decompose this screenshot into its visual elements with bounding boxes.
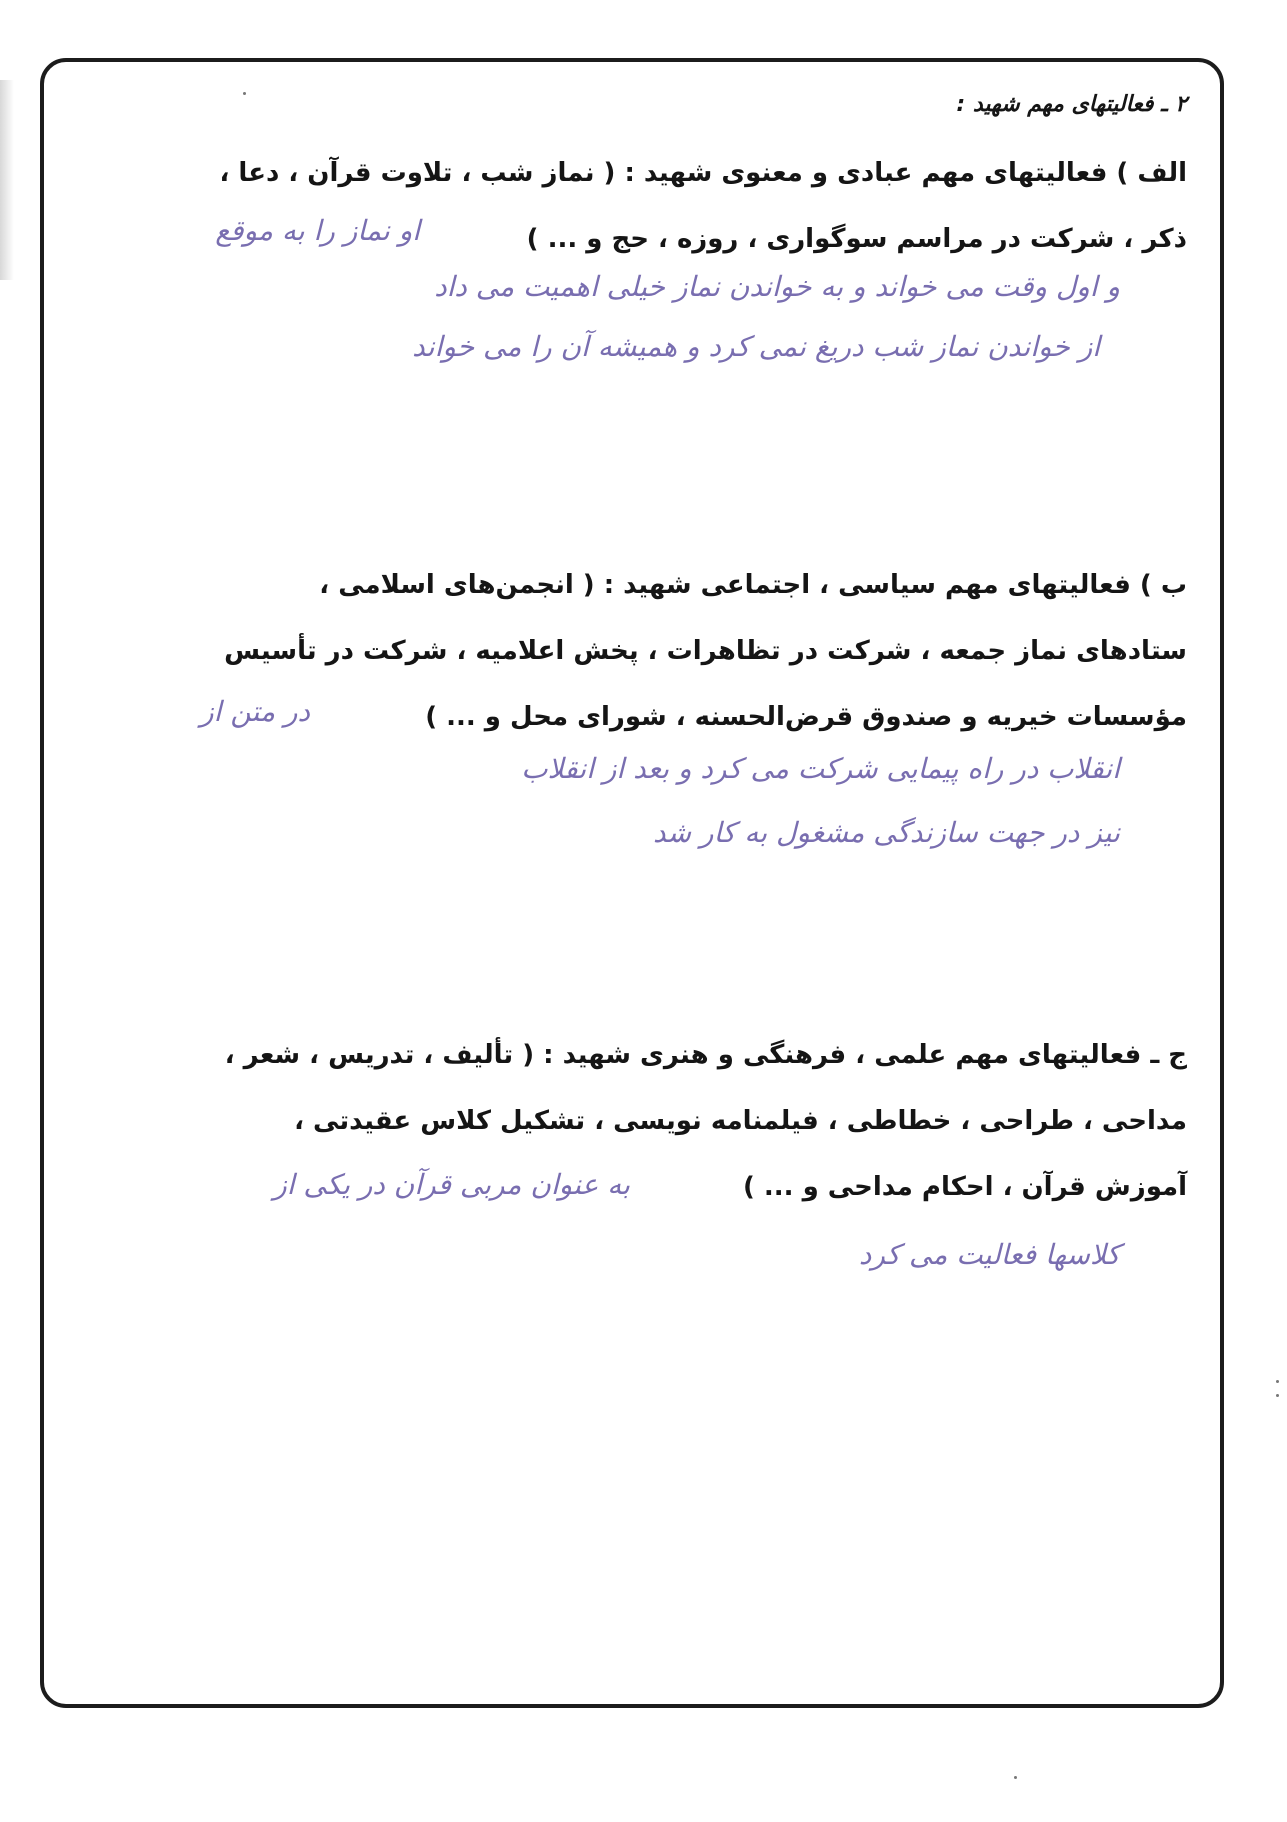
section-b-line-2: ستادهای نماز جمعه ، شرکت در تظاهرات ، پخش اعلامیه ، شرکت در تأسیس <box>224 636 1187 666</box>
section-b-line-3: مؤسسات خیریه و صندوق قرض‌الحسنه ، شورای محل و ... ) <box>425 702 1187 732</box>
section-c-line-2: مداحی ، طراحی ، خطاطی ، فیلمنامه نویسی ، تشکیل کلاس عقیدتی ، <box>294 1106 1187 1136</box>
section-heading: ۲ ـ فعالیتهای مهم شهید : <box>956 92 1187 117</box>
section-a-line-1: الف ) فعالیتهای مهم عبادی و معنوی شهید : ( نماز شب ، تلاوت قرآن ، دعا ، <box>219 158 1187 188</box>
section-b-line-1: ب ) فعالیتهای مهم سیاسی ، اجتماعی شهید : ( انجمن‌های اسلامی ، <box>319 570 1187 600</box>
scan-edge-shadow <box>0 80 14 280</box>
section-b-handwriting-1: در متن از <box>200 695 310 728</box>
section-c-line-3: آموزش قرآن ، احکام مداحی و ... ) <box>742 1172 1187 1202</box>
scan-speck <box>1276 1394 1279 1397</box>
section-b-handwriting-3: نیز در جهت سازندگی مشغول به کار شد <box>652 816 1120 849</box>
scan-speck <box>1014 1776 1017 1779</box>
scan-speck <box>1276 1380 1279 1383</box>
section-c-handwriting-1: به عنوان مربی قرآن در یکی از <box>273 1168 630 1201</box>
section-b-handwriting-2: انقلاب در راه پیمایی شرکت می کرد و بعد از انقلاب <box>521 752 1120 785</box>
section-a-handwriting-3: از خواندن نماز شب دریغ نمی کرد و همیشه آن را می خواند <box>412 330 1100 363</box>
page-border-frame <box>40 58 1224 1708</box>
section-c-handwriting-2: کلاسها فعالیت می کرد <box>858 1238 1120 1271</box>
section-a-line-2: ذکر ، شرکت در مراسم سوگواری ، روزه ، حج و ... ) <box>526 224 1187 254</box>
section-c-line-1: ج ـ فعالیتهای مهم علمی ، فرهنگی و هنری شهید : ( تألیف ، تدریس ، شعر ، <box>224 1040 1187 1070</box>
section-a-handwriting-1: او نماز را به موقع <box>215 214 420 247</box>
scan-speck <box>243 92 246 95</box>
section-a-handwriting-2: و اول وقت می خواند و به خواندن نماز خیلی اهمیت می داد <box>434 270 1120 303</box>
